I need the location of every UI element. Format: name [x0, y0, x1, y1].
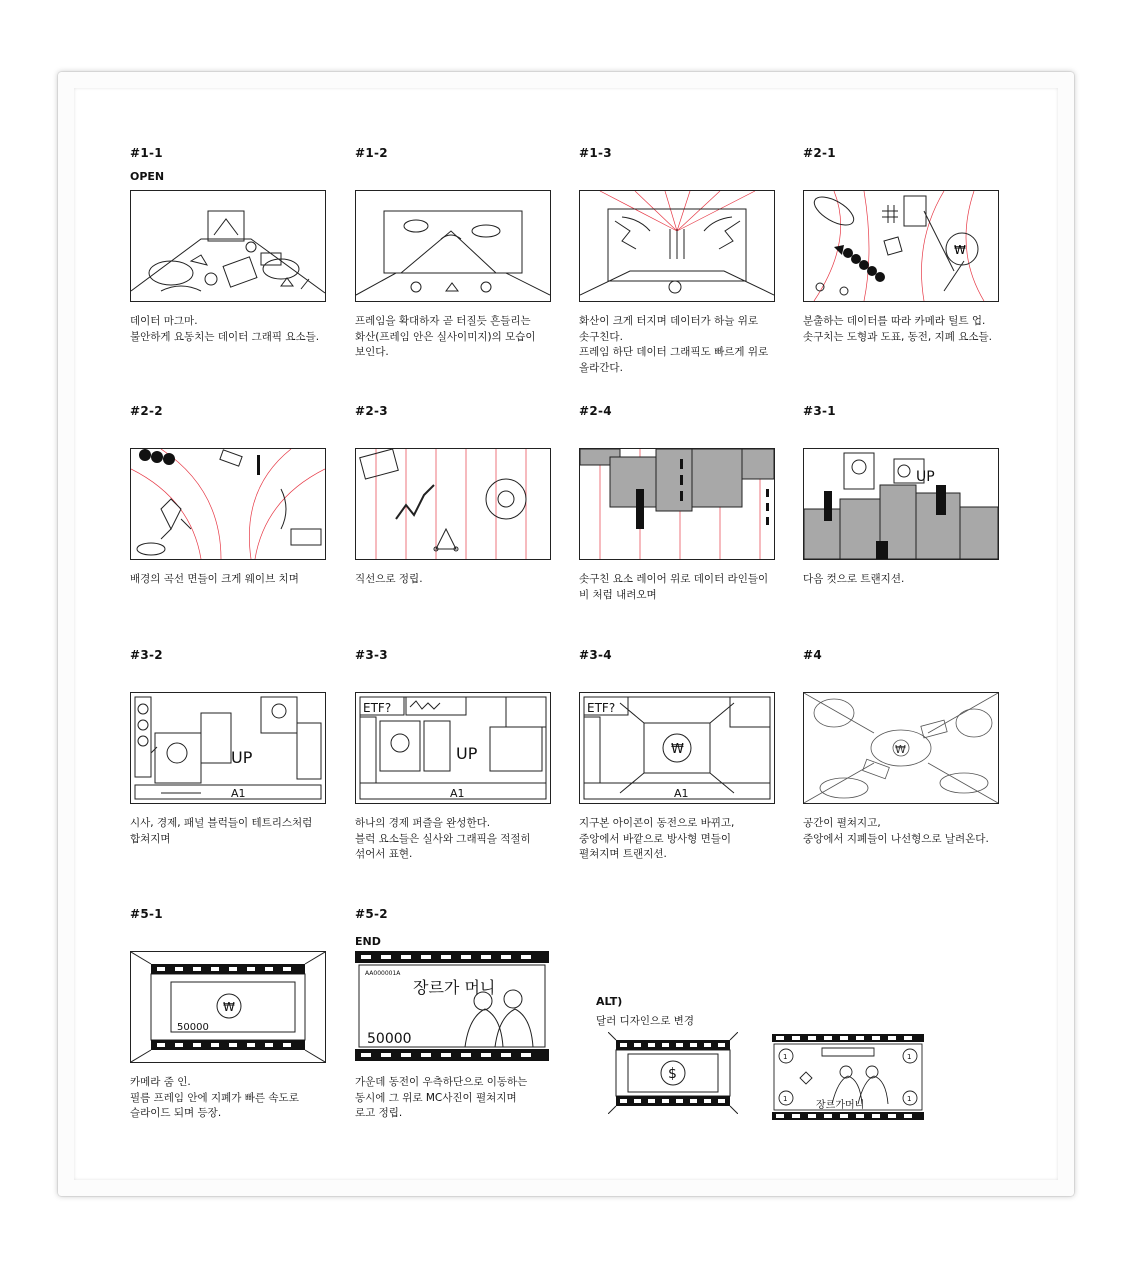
dollar-film-sketch: [608, 1032, 738, 1114]
storyboard-frame: [803, 692, 999, 804]
data-rain-sketch: [580, 449, 774, 559]
storyboard-frame: [130, 190, 326, 302]
storyboard-frame: [579, 190, 775, 302]
scene-tag: END: [355, 935, 381, 948]
bill-amount: 50000: [177, 1022, 209, 1033]
etf-text: ETF?: [363, 701, 392, 715]
scene-id: #3-3: [355, 648, 388, 662]
storyboard-frame: [579, 692, 775, 804]
scene-id: #5-1: [130, 907, 163, 921]
won-symbol: ₩: [671, 742, 684, 757]
scene-id: #2-2: [130, 404, 163, 418]
dollar-logo-sketch: [772, 1034, 924, 1120]
alt-dollar-logo-frame: [772, 1034, 924, 1120]
scene-id: #3-1: [803, 404, 836, 418]
scene-caption: 배경의 곡선 면들이 크게 웨이브 치며: [130, 573, 299, 585]
magma-sketch: [131, 191, 325, 301]
ai-text: A1: [231, 787, 246, 800]
wave-sketch: [131, 449, 325, 559]
scene-caption: 가운데 동전이 우측하단으로 이동하는 동시에 그 위로 MC사진이 펼쳐지며 로고 정립.: [355, 1076, 528, 1119]
scene-tag: OPEN: [130, 170, 165, 183]
money-title: 장르가 머니: [413, 978, 496, 997]
scene-caption: 공간이 펼쳐지고, 중앙에서 지폐들이 나선형으로 날려온다.: [803, 817, 989, 845]
alt-dollar-frame: [608, 1032, 738, 1114]
storyboard-frame: [355, 692, 551, 804]
won-symbol: ₩: [954, 243, 966, 257]
scene-caption: 지구본 아이콘이 동전으로 바뀌고, 중앙에서 바깥으로 방사형 면들이 펼쳐지며 트랜지션.: [579, 817, 735, 860]
ai-text: A1: [450, 787, 465, 800]
won-symbol: ₩: [223, 1000, 235, 1014]
storyboard-frame: [803, 448, 999, 560]
tetris-blocks-sketch: [131, 693, 325, 803]
serial-text: AA000001A: [365, 970, 401, 977]
scene-caption: 솟구친 요소 레이어 위로 데이터 라인들이 비 처럼 내려오며: [579, 573, 769, 601]
scene-caption: 프레임을 확대하자 곧 터질듯 흔들리는 화산(프레임 안은 실사이미지)의 모습이 보인다.: [355, 315, 536, 358]
straight-lines-sketch: [356, 449, 550, 559]
up-text: UP: [231, 748, 253, 767]
one-label: 1: [907, 1053, 912, 1061]
scene-id: #2-1: [803, 146, 836, 160]
scene-id: #1-2: [355, 146, 388, 160]
storyboard-frame: [355, 951, 549, 1061]
up-text: UP: [456, 744, 478, 763]
alt-caption: 달러 디자인으로 변경: [596, 1015, 694, 1027]
scene-caption: 시사, 경제, 패널 블럭들이 테트리스처럼 합쳐지며: [130, 817, 313, 845]
alt-tag: ALT): [596, 995, 623, 1008]
tilt-up-sketch: [804, 191, 998, 301]
volcano-sketch: [356, 191, 550, 301]
scene-id: #2-4: [579, 404, 612, 418]
scene-id: #5-2: [355, 907, 388, 921]
scene-caption: 카메라 줌 인. 필름 프레임 안에 지폐가 빠른 속도로 슬라이드 되며 등장.: [130, 1076, 299, 1119]
eruption-sketch: [580, 191, 774, 301]
won-symbol: ₩: [895, 743, 906, 756]
storyboard-frame: [579, 448, 775, 560]
scene-caption: 분출하는 데이터를 따라 카메라 틸트 업. 솟구치는 도형과 도표, 동전, 지폐 요소들.: [803, 315, 992, 343]
storyboard-frame: [355, 448, 551, 560]
scene-id: #3-4: [579, 648, 612, 662]
economy-puzzle-sketch: [356, 693, 550, 803]
scene-caption: 화산이 크게 터지며 데이터가 하늘 위로 솟구친다. 프레임 하단 데이터 그래픽도 빠르게 위로 올라간다.: [579, 315, 769, 374]
storyboard-frame: [803, 190, 999, 302]
up-text: UP: [916, 469, 935, 485]
dollar-symbol: $: [668, 1066, 677, 1082]
scene-id: #1-1: [130, 146, 163, 160]
scene-caption: 하나의 경제 퍼즐을 완성한다. 블럭 요소들은 실사와 그래픽을 적절히 섞어서 표현.: [355, 817, 531, 860]
ai-text: A1: [674, 787, 689, 800]
one-label: 1: [783, 1095, 788, 1103]
scene-id: #4: [803, 648, 823, 662]
one-label: 1: [783, 1053, 788, 1061]
transition-sketch: [804, 449, 998, 559]
small-money-title: 장르가머니: [816, 1100, 865, 1111]
scene-caption: 직선으로 정립.: [355, 573, 423, 585]
film-zoom-sketch: [131, 952, 325, 1062]
scene-caption: 데이터 마그마. 불안하게 요동치는 데이터 그래픽 요소들.: [130, 315, 320, 343]
scene-caption: 다음 컷으로 트랜지션.: [803, 573, 905, 585]
scene-id: #3-2: [130, 648, 163, 662]
radial-transition-sketch: [580, 693, 774, 803]
one-label: 1: [907, 1095, 912, 1103]
storyboard-frame: [355, 190, 551, 302]
bill-amount: 50000: [367, 1031, 412, 1047]
etf-text: ETF?: [587, 701, 616, 715]
spiral-bills-sketch: [804, 693, 998, 803]
scene-id: #2-3: [355, 404, 388, 418]
scene-id: #1-3: [579, 146, 612, 160]
storyboard-frame: [130, 951, 326, 1063]
storyboard-frame: [130, 448, 326, 560]
storyboard-frame: [130, 692, 326, 804]
logo-end-sketch: [355, 951, 549, 1061]
